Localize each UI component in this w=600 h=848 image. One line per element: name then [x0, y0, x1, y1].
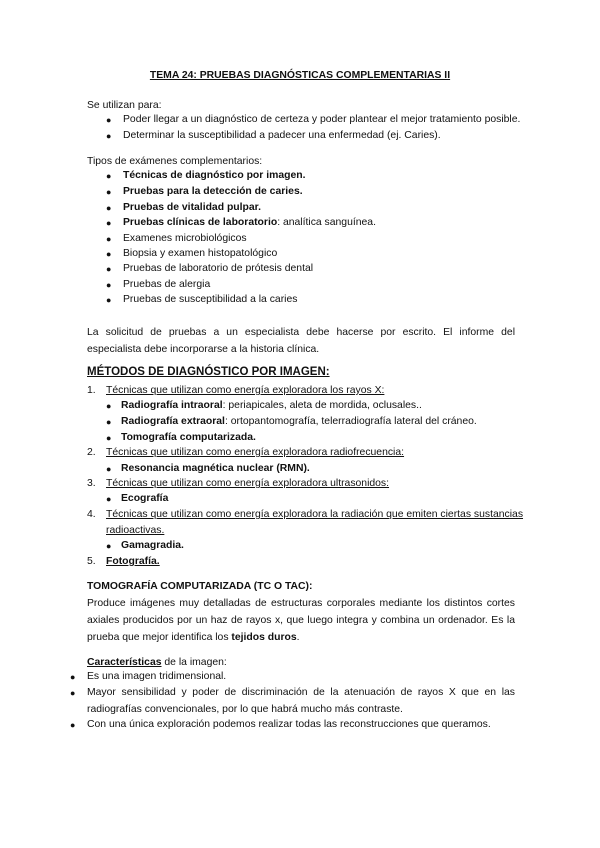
section-heading: TOMOGRAFÍA COMPUTARIZADA (TC O TAC):: [87, 581, 313, 592]
method-number: 3.: [87, 478, 96, 489]
bullet-icon: ●: [106, 401, 112, 411]
bullet-icon: ●: [106, 218, 112, 228]
method-title: Técnicas que utilizan como energía exploradora ultrasonidos:: [106, 478, 390, 489]
list-item: Pruebas clínicas de laboratorio: analítica sanguínea.: [123, 217, 376, 228]
list-item: Tomografía computarizada.: [121, 432, 256, 443]
bullet-icon: ●: [106, 264, 112, 274]
bullet-icon: ●: [106, 541, 112, 551]
methods-heading: MÉTODOS DE DIAGNÓSTICO POR IMAGEN:: [87, 366, 330, 378]
characteristics-label: Características de la imagen:: [87, 657, 227, 668]
request-paragraph: La solicitud de pruebas a un especialista debe hacerse por escrito. El informe del especialista debe incorporarse a la historia clínica.: [87, 327, 515, 355]
list-item: Pruebas de susceptibilidad a la caries: [123, 294, 298, 305]
list-item: Mayor sensibilidad y poder de discriminación de la atenuación de rayos X que en las radiografías convencionales, por lo que habrá mucho más contraste.: [87, 687, 515, 715]
method-title: Técnicas que utilizan como energía exploradora radiofrecuencia:: [106, 447, 405, 458]
list-item: Gamagradia.: [121, 540, 184, 551]
list-item: Ecografía: [121, 493, 169, 504]
bullet-icon: ●: [106, 433, 112, 443]
list-item: Determinar la susceptibilidad a padecer una enfermedad (ej. Caries).: [123, 130, 441, 141]
list-item: Pruebas de alergia: [123, 279, 211, 290]
method-title: Fotografía.: [106, 556, 160, 567]
method-number: 1.: [87, 385, 96, 396]
list-item: Radiografía extraoral: ortopantomografía, telerradiografía lateral del cráneo.: [121, 416, 477, 427]
list-item: Poder llegar a un diagnóstico de certeza y poder plantear el mejor tratamiento posible.: [123, 114, 521, 125]
bullet-icon: ●: [70, 688, 76, 698]
method-title: Técnicas que utilizan como energía exploradora la radiación que emiten ciertas sustancias: [106, 509, 524, 520]
list-item: Resonancia magnética nuclear (RMN).: [121, 463, 310, 474]
page-title: TEMA 24: PRUEBAS DIAGNÓSTICAS COMPLEMENTARIAS II: [149, 70, 451, 81]
bullet-icon: ●: [106, 171, 112, 181]
list-item: Técnicas de diagnóstico por imagen.: [123, 170, 306, 181]
bullet-icon: ●: [106, 249, 112, 259]
list-item: Pruebas de laboratorio de prótesis dental: [123, 263, 314, 274]
method-title: Técnicas que utilizan como energía exploradora los rayos X:: [106, 385, 385, 396]
method-number: 5.: [87, 556, 96, 567]
method-number: 4.: [87, 509, 96, 520]
bullet-icon: ●: [106, 464, 112, 474]
list-item: Biopsia y examen histopatológico: [123, 248, 278, 259]
list-item: Pruebas de vitalidad pulpar.: [123, 202, 262, 213]
list-item: Pruebas para la detección de caries.: [123, 186, 303, 197]
bullet-icon: ●: [106, 280, 112, 290]
bullet-icon: ●: [106, 203, 112, 213]
bullet-icon: ●: [70, 720, 76, 730]
list-item: Es una imagen tridimensional.: [87, 671, 227, 682]
list-item: Con una única exploración podemos realizar todas las reconstrucciones que queramos.: [87, 719, 491, 730]
list-item: Radiografía intraoral: periapicales, aleta de mordida, oclusales..: [121, 400, 422, 411]
bullet-icon: ●: [106, 115, 112, 125]
types-intro: Tipos de exámenes complementarios:: [87, 156, 263, 167]
bullet-icon: ●: [106, 295, 112, 305]
bullet-icon: ●: [106, 494, 112, 504]
list-item: Examenes microbiológicos: [123, 233, 247, 244]
method-title-continued: radioactivas.: [106, 525, 165, 536]
tc-paragraph: Produce imágenes muy detalladas de estructuras corporales mediante los distintos cortes axiales producidos por un haz de rayos x, que luego integra y combina un ordenador. Es la prueba que mejor identifica los tejidos duros.: [87, 598, 515, 643]
bullet-icon: ●: [106, 417, 112, 427]
bullet-icon: ●: [106, 131, 112, 141]
method-number: 2.: [87, 447, 96, 458]
intro-text: Se utilizan para:: [87, 100, 162, 111]
bullet-icon: ●: [70, 672, 76, 682]
bullet-icon: ●: [106, 234, 112, 244]
bullet-icon: ●: [106, 187, 112, 197]
